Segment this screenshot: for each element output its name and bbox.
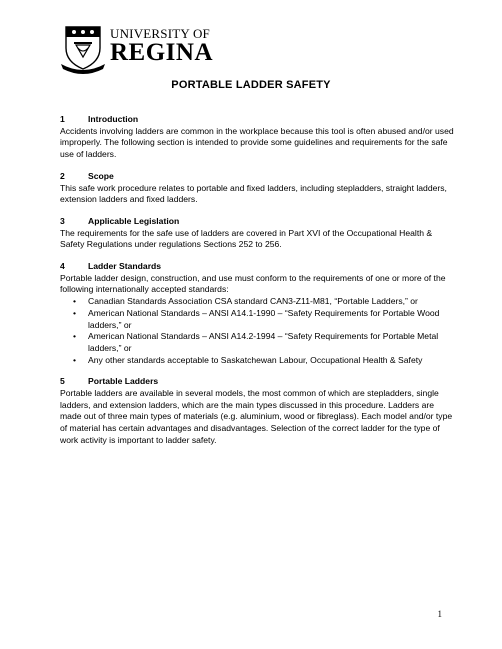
list-item-text: Any other standards acceptable to Saskatchewan Labour, Occupational Health & Safety bbox=[88, 354, 423, 365]
section-portable-ladders bbox=[60, 376, 456, 446]
section-title: Portable Ladders bbox=[88, 376, 159, 387]
section-number: 2 bbox=[60, 170, 65, 181]
section-title: Applicable Legislation bbox=[88, 215, 180, 226]
section-paragraph: This safe work procedure relates to portable and fixed ladders, including stepladders, straight ladders, extension ladders and fixed ladders. bbox=[60, 182, 447, 205]
section-ladder-standards bbox=[60, 261, 456, 366]
page-number: 1 bbox=[437, 609, 442, 619]
section-paragraph: The requirements for the safe use of ladders are covered in Part XVI of the Occupational Health & Safety Regulations under regulations Sections 252 to 256. bbox=[60, 227, 433, 250]
section-title: Introduction bbox=[88, 114, 139, 124]
university-crest-icon bbox=[60, 24, 106, 74]
university-logo bbox=[60, 24, 214, 74]
section-heading bbox=[60, 114, 456, 126]
bullet-icon: • bbox=[73, 354, 77, 365]
section-heading bbox=[60, 376, 456, 388]
section-heading bbox=[60, 216, 456, 228]
list-item bbox=[60, 331, 456, 354]
list-item bbox=[60, 355, 456, 367]
bullet-icon: • bbox=[73, 331, 77, 342]
section-paragraph: Portable ladder design, construction, and use must conform to the requirements of one or more of the following internationally accepted standards: bbox=[60, 272, 446, 295]
list-item bbox=[60, 308, 456, 331]
section-number: 4 bbox=[60, 261, 65, 272]
list-item-text: American National Standards – ANSI A14.2-1994 – “Safety Requirements for Portable Metal ladders,” or bbox=[88, 331, 439, 353]
section-paragraph: Accidents involving ladders are common in the workplace because this tool is often abused and/or used improperly. The following section is intended to provide some guidelines and requirements for the safe use of ladders. bbox=[60, 125, 454, 160]
section-heading bbox=[60, 261, 456, 273]
section-scope bbox=[60, 171, 456, 206]
university-name-line1: UNIVERSITY OF bbox=[110, 26, 210, 41]
section-number: 1 bbox=[60, 114, 65, 124]
section-number: 5 bbox=[60, 376, 65, 387]
section-number: 3 bbox=[60, 215, 65, 226]
list-item-text: American National Standards – ANSI A14.1-1990 – “Safety Requirements for Portable Wood ladders,” or bbox=[88, 307, 440, 330]
bullet-icon: • bbox=[73, 296, 77, 307]
list-item bbox=[60, 296, 456, 308]
list-item-text: Canadian Standards Association CSA standard CAN3-Z11-M81, “Portable Ladders,” or bbox=[88, 296, 418, 307]
section-title: Ladder Standards bbox=[88, 261, 162, 272]
section-applicable-legislation bbox=[60, 216, 456, 251]
university-name-line2: REGINA bbox=[110, 39, 214, 66]
section-title: Scope bbox=[88, 170, 114, 181]
section-heading bbox=[60, 171, 456, 183]
bullet-icon: • bbox=[73, 307, 77, 318]
standards-list bbox=[60, 296, 456, 366]
document-title: PORTABLE LADDER SAFETY bbox=[171, 79, 331, 91]
section-paragraph: Portable ladders are available in several models, the most common of which are stepladders, single ladders, and extension ladders, which are the main types discussed in this procedure. Ladders are made out of three main types of materials (e.g. aluminium, wood or fibreglass). Each model and/or type of material has certain advantages and disadvantages. Selection of the correct ladder for the type of work activity is important to ladder safety. bbox=[60, 388, 453, 445]
document-body bbox=[60, 114, 456, 457]
section-introduction bbox=[60, 114, 456, 161]
